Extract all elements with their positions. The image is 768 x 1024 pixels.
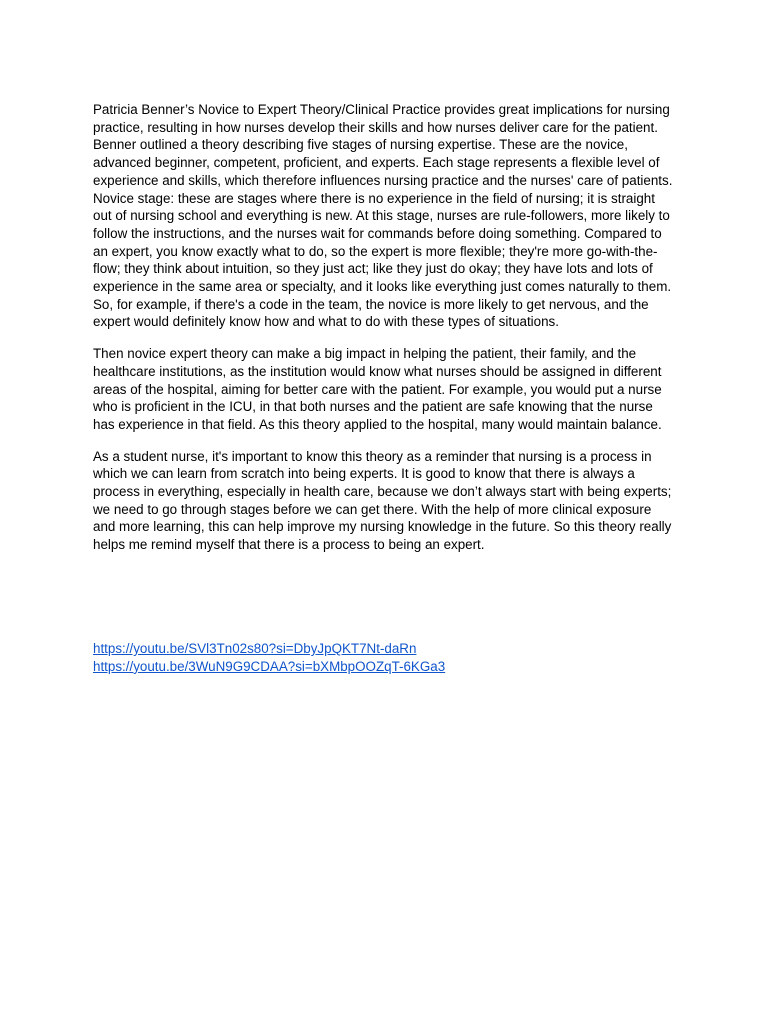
youtube-link-2[interactable]: https://youtu.be/3WuN9G9CDAA?si=bXMbpOOZqT-6KGa3: [93, 658, 446, 674]
reference-links: [93, 640, 445, 675]
youtube-link-1[interactable]: https://youtu.be/SVl3Tn02s80?si=DbyJpQKT7Nt-daRn: [93, 641, 417, 656]
paragraph-benner-theory: Patricia Benner’s Novice to Expert Theory/Clinical Practice provides great implications for nursing practice, resulting in how nurses develop their skills and how nurses deliver care for the patient. Benner outlined a theory describing five stages of nursing expertise. These are the novice, advanced beginner, competent, proficient, and experts. Each stage represents a flexible level of experience and skills, which therefore influences nursing practice and the nurses' care of patients. Novice stage: these are stages where there is no experience in the field of nursing; it is straight out of nursing school and everything is new. At this stage, nurses are rule-followers, more likely to follow the instructions, and the nurses wait for commands before doing something. Compared to an expert, you know exactly what to do, so the expert is more flexible; they're more go-with-the-flow; they think about intuition, so they just act; like they just do okay; they have lots and lots of experience in the same area or specialty, and it looks like everything just comes naturally to them. So, for example, if there's a code in the team, the novice is more likely to get nervous, and the expert would definitely know how and what to do with these types of situations.: [93, 102, 673, 330]
document-body: [93, 101, 675, 568]
paragraph-student-nurse: As a student nurse, it's important to know this theory as a reminder that nursing is a process in which we can learn from scratch into being experts. It is good to know that there is always a process in everything, especially in health care, because we don’t always start with being experts; we need to go through stages before we can get there. With the help of more clinical exposure and more learning, this can help improve my nursing knowledge in the future. So this theory really helps me remind myself that there is a process to being an expert.: [93, 448, 672, 553]
paragraph-impact: Then novice expert theory can make a big impact in helping the patient, their family, and the healthcare institutions, as the institution would know what nurses should be assigned in different areas of the hospital, aiming for better care with the patient. For example, you would put a nurse who is proficient in the ICU, in that both nurses and the patient are safe knowing that the nurse has experience in that field. As this theory applied to the hospital, many would maintain balance.: [93, 346, 662, 432]
